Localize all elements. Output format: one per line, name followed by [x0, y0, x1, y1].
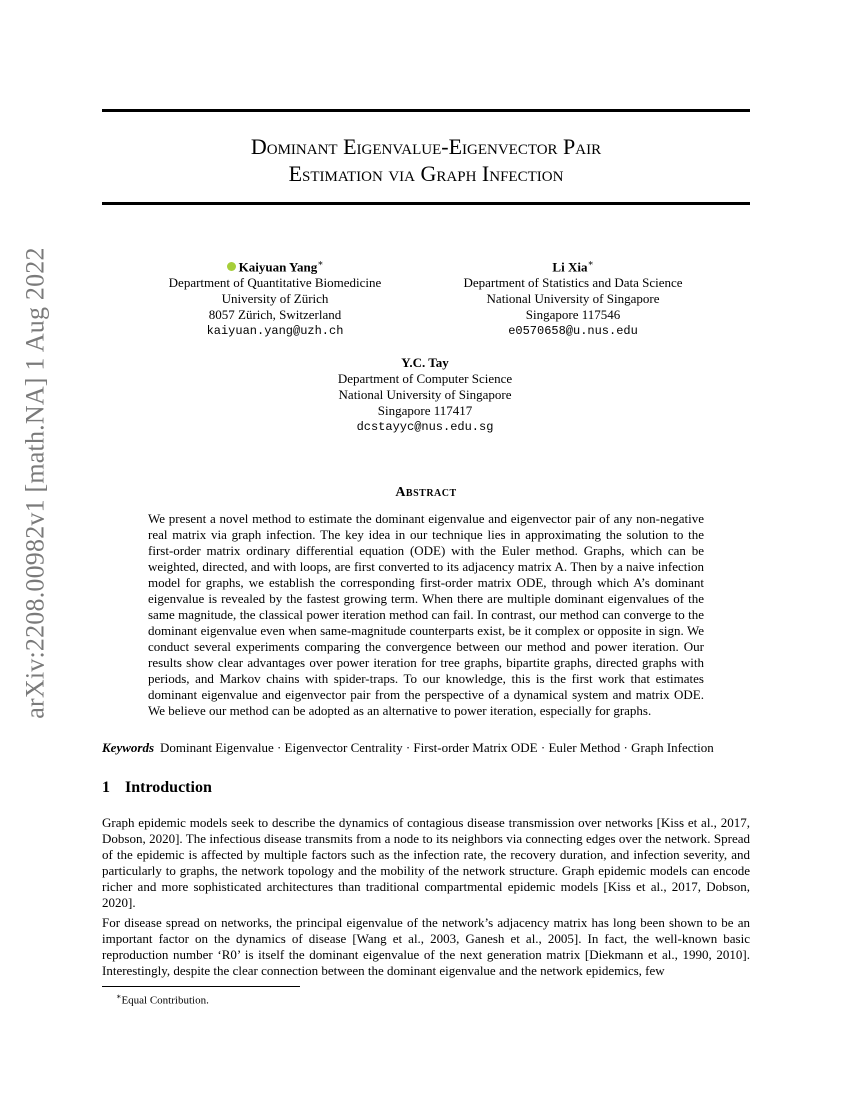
intro-paragraph-2: For disease spread on networks, the principal eigenvalue of the network’s adjacency matrix has long been shown to be an important factor on the dynamics of disease [Wang et al., 2003, Ganesh et al., 2005]. In fact, the well-known basic reproduction number ‘R0’ is itself the dominant eigenvalue of the next generation matrix [Diekmann et al., 1990, 2010]. Interestingly, despite the clear connection between the dominant eigenvalue and the network epidemics, few	[102, 915, 750, 978]
author-dept-1: Department of Quantitative Biomedicine	[168, 275, 382, 291]
keywords-line	[102, 740, 752, 756]
author-block-1	[150, 255, 400, 339]
title-line-1: Dominant Eigenvalue-Eigenvector Pair	[250, 134, 602, 159]
orcid-icon[interactable]	[227, 262, 236, 271]
arxiv-identifier: arXiv:2208.00982v1 [math.NA] 1 Aug 2022	[21, 247, 51, 719]
author-address-2: Singapore 117546	[525, 307, 621, 323]
section-heading	[102, 779, 212, 797]
intro-paragraph-1: Graph epidemic models seek to describe the dynamics of contagious disease transmission over networks [Kiss et al., 2017, Dobson, 2020]. The infectious disease transmits from a node to its neighbors via connecting edges over the network. Spread of the epidemic is affected by multiple factors such as the infection rate, the recovery duration, and infection severity, and particularly to graphs, the network topology and the mobility of the network structure. Graph epidemic models can encode richer and more sophisticated architectures than traditional compartmental epidemic models [Kiss et al., 2017, Dobson, 2020].	[102, 815, 750, 910]
author-dept-2: Department of Statistics and Data Science	[463, 275, 683, 291]
author-block-3	[300, 355, 550, 435]
author-institution-2: National University of Singapore	[486, 291, 660, 307]
author-email-2[interactable]: e0570658@u.nus.edu	[508, 324, 638, 339]
section-title: Introduction	[125, 779, 212, 796]
abstract-text: We present a novel method to estimate the dominant eigenvalue and eigenvector pair of any non-negative real matrix via graph infection. The key idea in our technique lies in approximating the solution to the first-order matrix ordinary differential equation (ODE) with the Euler method. Graphs, which can be weighted, directed, and with loops, are first converted to its adjacency matrix A. Then by a naive infection model for graphs, we establish the corresponding first-order matrix ODE, through which A’s dominant eigenvalue is revealed by the fastest growing term. When there are multiple dominant eigenvalues of the same magnitude, the classical power iteration method can fail. In contrast, our method can converge to the dominant eigenvalue even when same-magnitude counterparts exist, be it complex or opposite in sign. We conduct several experiments comparing the convergence between our method and power iteration. Our results show clear advantages over power iteration for tree graphs, bipartite graphs, directed graphs with periods, and Markov chains with spider-traps. To our knowledge, this is the first work that estimates dominant eigenvalue and eigenvector pair from the perspective of a dynamical system and matrix ODE. We believe our method can be adopted as an alternative to power iteration, especially for graphs.	[148, 511, 704, 718]
paper-title	[102, 133, 750, 187]
author-name-1: Kaiyuan Yang∗	[150, 255, 400, 275]
footnote-text: Equal Contribution.	[121, 994, 209, 1007]
footnote-rule	[102, 986, 300, 987]
author-name-3: Y.C. Tay	[401, 355, 449, 370]
author-dept-3: Department of Computer Science	[337, 371, 513, 386]
author-address-3: Singapore 117417	[377, 403, 473, 418]
title-top-rule	[102, 109, 750, 112]
author-institution-1: University of Zürich	[221, 291, 329, 307]
footnote-mark: ∗	[116, 992, 122, 1001]
keywords-label: Keywords	[102, 740, 154, 755]
abstract-heading: Abstract	[395, 485, 457, 500]
author-block-2	[448, 255, 698, 339]
arxiv-side-stamp	[14, 247, 58, 719]
footnote	[116, 990, 209, 1008]
author-email-3[interactable]: dcstayyc@nus.edu.sg	[356, 420, 494, 434]
title-line-2: Estimation via Graph Infection	[288, 161, 564, 186]
author-name-2: Li Xia∗	[552, 258, 594, 275]
keywords-list: Dominant Eigenvalue · Eigenvector Centrality · First-order Matrix ODE · Euler Method · Graph Infection	[160, 740, 714, 755]
author-address-1: 8057 Zürich, Switzerland	[208, 307, 342, 323]
author-institution-3: National University of Singapore	[338, 387, 512, 402]
author-email-1[interactable]: kaiyuan.yang@uzh.ch	[206, 324, 344, 339]
section-number: 1	[102, 779, 110, 796]
title-bottom-rule	[102, 202, 750, 205]
